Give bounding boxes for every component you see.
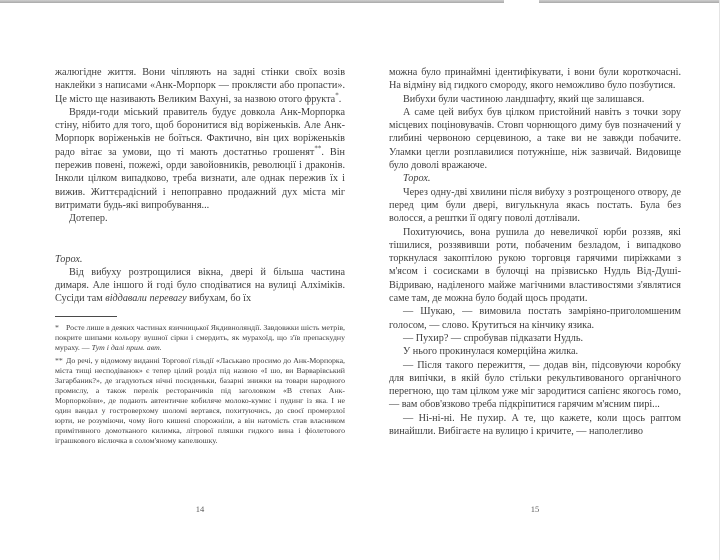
text-segment: Тут і далі прим. авт. <box>91 342 162 352</box>
text-segment: Від вибуху розтрощилися вікна, двері й більша частина димаря. Але іншого й годі було сподіватися на вулиці Алхіміків. Сусіди там <box>55 266 345 305</box>
text-segment: У нього прокинулася комерційна жилка. <box>403 346 579 358</box>
paragraph <box>389 226 681 306</box>
footnote-marker: * <box>55 322 59 332</box>
paragraph <box>389 345 681 358</box>
footnote-reference: ** <box>314 144 322 153</box>
paragraph <box>389 359 681 412</box>
paragraph <box>389 412 681 439</box>
text-segment: . <box>338 93 342 105</box>
text-segment: До речі, у відомому виданні Торгової гільдії «Ласькаво просимо до Анк-Морпорка, міста тищі несподіванок» є тепер цілий розділ під назвою «І шо, ви Варварівський Загарбаник?», де згадуються нічні посиденьки, базарні знижки на товари народного промислу, а також перелік ресторанчиків під заголовком «В степах Анк-Морпоркоїни», де подають автентичне кобиляче молоко-кумис і пудинг із яка. І не один вандал у гостроверхому шоломі вертався, похитуючись, до своєї промерзлої юрти, не розуміючи, чому його кишені спорожніли, а він натомість став власником примітивного домотканого килимка, літрової пляшки гидкого вина і фіолетового іграшкового віслючка в солом'яному капелюшку. <box>55 355 345 445</box>
section-break <box>55 226 345 253</box>
text-segment: — Після такого пережиття, — додав він, підсовуючи коробку для випічки, в якій було стільки рекультивованого органічного перегною, що там цілком уже міг зародитися сапієнс якогось гомо, — вам обов'язково треба підкріпитися гарячим м'ясним пирі... <box>389 359 681 411</box>
body-paragraphs <box>55 66 345 306</box>
text-segment: А саме цей вибух був цілком пристойний навіть з точки зору місцевих поціновувачів. Стовп чорнющого диму був позначений у глибині червоною серцевиною, а таке ви не завжди побачите. Уламки цегли розплавилися потужніше, ніж зазвичай. Видовище було доволі вражаюче. <box>389 106 681 172</box>
footnote-marker: ** <box>55 355 63 365</box>
text-segment: Торох. <box>403 173 431 185</box>
text-segment: Росте лише в деяких частинах язичницької Якдивноляндії. Завдовжки шість метрів, покрите шипами кольору вушної сірки і смердить, як мурахоїд, що з'їв препаскудну мураху. — <box>55 322 345 352</box>
text-segment: жалюгідне життя. Вони чіпляють на задні стінки своїх возів наклейки з написами «Анк-Морпорк — проклясти або пропасти». Це місто ще називають Великим Вахуні, за назвою отого фрукта <box>55 67 345 105</box>
footnote-reference: * <box>335 91 339 100</box>
body-paragraphs <box>389 66 681 438</box>
text-segment: Вряди-годи міський правитель будує довкола Анк-Морпорка стіну, нібито для того, щоб боронитися від воріженьків. Але Анк-Морпорк воріженьків не боїться. Фактично, він цих воріженьків радо вітає за умови, що ті мають достатньо грошенят <box>55 106 345 158</box>
text-segment: — Ні-ні-ні. Не пухир. А те, що кажете, коли щось раптом винайшли. Вибігаєте на вулицю і кричите, — наполегливо <box>389 412 681 438</box>
footnote <box>55 323 345 353</box>
paragraph <box>55 212 345 225</box>
paragraph <box>389 93 681 106</box>
text-segment: віддавали перевагу <box>105 293 187 305</box>
page-number: 14 <box>195 504 205 514</box>
paragraph <box>389 186 681 226</box>
page-text <box>55 66 345 446</box>
paragraph <box>389 66 681 93</box>
book-page-right[interactable] <box>360 0 720 560</box>
footnotes <box>55 323 345 446</box>
text-segment: Дотепер. <box>69 213 108 225</box>
paragraph <box>389 305 681 332</box>
page-number: 15 <box>530 504 540 514</box>
footnote-divider <box>55 316 117 317</box>
text-segment: — Пухир? — спробував підказати Нудль. <box>403 332 584 344</box>
paragraph <box>389 172 681 185</box>
paragraph <box>55 253 345 266</box>
text-segment: — Шукаю, — вимовила постать замріяно-приголомшеним голосом, — слово. Крутиться на кінчику язика. <box>389 306 681 331</box>
paragraph <box>55 66 345 106</box>
text-segment: . Він пережив повені, пожежі, орди завойовників, революції і драконів. Інколи цілком випадково, треба визнати, але однак пережив їх і вижив. Життєрадісний і непоправно продажний дух міста міг витримати будь-які випробування... <box>55 146 346 211</box>
paragraph <box>55 266 345 306</box>
text-segment: Похитуючись, вона рушила до невеличкої юрби роззяв, які тішилися, роззявивши роти, побаченим безладом, і випадково торкнулася закоптілою рукою торговця гарячими пиріжками з м'ясом і сосисками в булочці на прізвисько Нудль Від-Душі-Відриваю, наділеного майже магічними властивостями з'являтися саме там, де можна було бодай щось продати. <box>389 226 681 305</box>
text-segment: можна було принаймні ідентифікувати, і вони були короткочасні. На відміну від гидкого смороду, якого неможливо було позбутися. <box>389 67 681 92</box>
paragraph <box>389 106 681 172</box>
text-segment: вибухам, бо їх <box>186 293 252 305</box>
text-segment: Через одну-дві хвилини після вибуху з розтрощеного отвору, де перед цим були двері, вигулькнула якась постать. Була без волосся, а рештки її одягу поволі дотлівали. <box>389 186 681 225</box>
paragraph <box>55 106 345 212</box>
page-text <box>389 66 681 438</box>
text-segment: Торох. <box>55 253 83 265</box>
footnote <box>55 356 345 446</box>
paragraph <box>389 332 681 345</box>
text-segment: Вибухи були частиною ландшафту, який ще залишався. <box>403 93 645 105</box>
